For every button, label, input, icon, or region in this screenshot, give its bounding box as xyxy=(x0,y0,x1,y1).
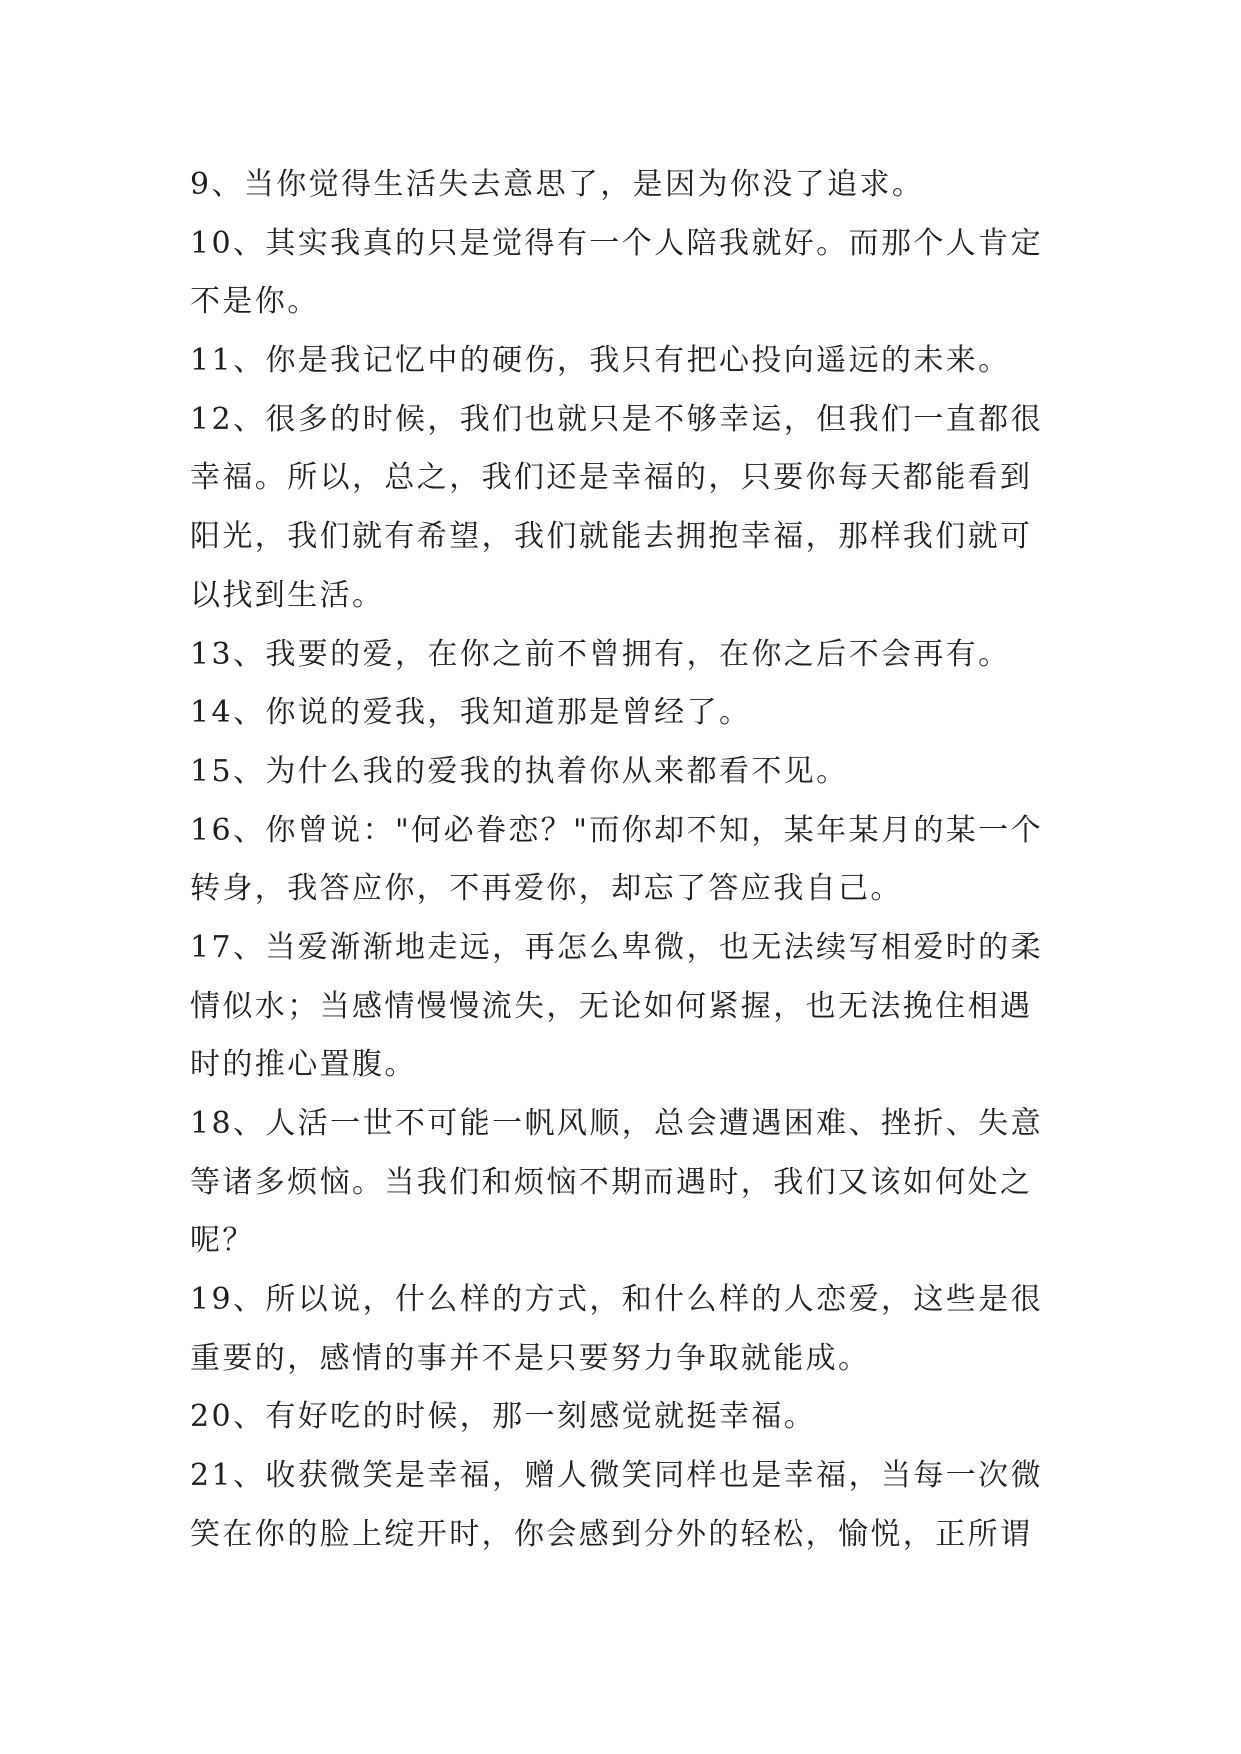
document-body xyxy=(190,156,1058,1565)
text-line: 13、我要的爱，在你之前不曾拥有，在你之后不会再有。 xyxy=(190,636,1011,672)
text-line: 重要的，感情的事并不是只要努力争取就能成。 xyxy=(190,1340,871,1376)
text-line: 21、收获微笑是幸福，赠人微笑同样也是幸福，当每一次微 xyxy=(190,1458,1043,1494)
text-line: 17、当爱渐渐地走远，再怎么卑微，也无法续写相爱时的柔 xyxy=(190,929,1043,965)
text-line: 11、你是我记忆中的硬伤，我只有把心投向遥远的未来。 xyxy=(190,343,1011,379)
text-line: 以找到生活。 xyxy=(190,577,385,613)
text-line: 10、其实我真的只是觉得有一个人陪我就好。而那个人肯定 xyxy=(190,225,1043,261)
text-line: 情似水；当感情慢慢流失，无论如何紧握，也无法挽住相遇 xyxy=(190,988,1033,1024)
text-line: 转身，我答应你，不再爱你，却忘了答应我自己。 xyxy=(190,871,903,907)
text-line: 阳光，我们就有希望，我们就能去拥抱幸福，那样我们就可 xyxy=(190,519,1033,555)
text-line: 16、你曾说："何必眷恋？"而你却不知，某年某月的某一个 xyxy=(190,812,1043,848)
text-line: 呢？ xyxy=(190,1223,255,1259)
text-line: 15、为什么我的爱我的执着你从来都看不见。 xyxy=(190,753,849,789)
text-line: 14、你说的爱我，我知道那是曾经了。 xyxy=(190,695,752,731)
text-line: 时的推心置腹。 xyxy=(190,1047,417,1083)
text-line: 等诸多烦恼。当我们和烦恼不期而遇时，我们又该如何处之 xyxy=(190,1164,1033,1200)
text-line: 18、人活一世不可能一帆风顺，总会遭遇困难、挫折、失意 xyxy=(190,1106,1043,1141)
text-line: 12、很多的时候，我们也就只是不够幸运，但我们一直都很 xyxy=(190,401,1043,437)
text-line: 20、有好吃的时候，那一刻感觉就挺幸福。 xyxy=(190,1399,817,1435)
text-line: 19、所以说，什么样的方式，和什么样的人恋爱，这些是很 xyxy=(190,1282,1043,1318)
text-line: 不是你。 xyxy=(190,284,320,320)
text-line: 笑在你的脸上绽开时，你会感到分外的轻松，愉悦，正所谓 xyxy=(190,1516,1033,1552)
text-line: 9、当你觉得生活失去意思了，是因为你没了追求。 xyxy=(190,167,925,202)
text-line: 幸福。所以，总之，我们还是幸福的，只要你每天都能看到 xyxy=(190,460,1033,496)
